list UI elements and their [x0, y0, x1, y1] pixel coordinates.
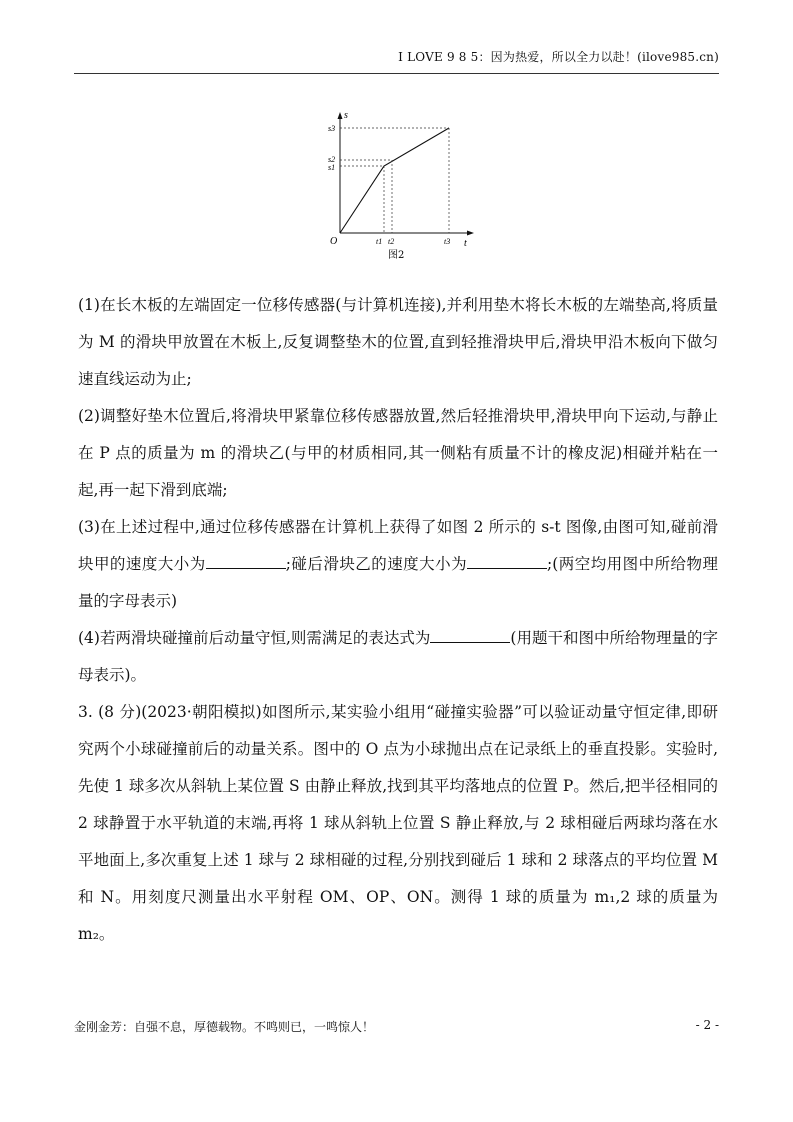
paragraph-2: (2)调整好垫木位置后,将滑块甲紧靠位移传感器放置,然后轻推滑块甲,滑块甲向下运动,与静止在 P 点的质量为 m 的滑块乙(与甲的材质相同,其一侧粘有质量不计的橡皮泥)相碰并粘在一起,再一起下滑到底端;	[78, 407, 718, 499]
paragraph-4-part-b: (用题干和图中所给物理量的字母表示)。	[78, 629, 718, 684]
paragraph-3-part-c: ;(两空均用图中所给物理量的字母表示)	[78, 555, 718, 610]
page-header: I LOVE 9 8 5：因为热爱，所以全力以赴！(ilove985.cn)	[398, 50, 719, 64]
paragraph-1: (1)在长木板的左端固定一位移传感器(与计算机连接),并利用垫木将长木板的左端垫高,将质量为 M 的滑块甲放置在木板上,反复调整垫木的位置,直到轻推滑块甲后,滑块甲沿木板向下做匀速直线运动为止;	[78, 296, 718, 388]
answer-blank-1[interactable]	[206, 552, 286, 569]
tick-label-s1: s1	[328, 163, 336, 172]
s-t-graph	[318, 108, 478, 268]
tick-label-t3: t3	[444, 237, 451, 246]
paragraph-4-part-a: (4)若两滑块碰撞前后动量守恒,则需满足的表达式为	[78, 629, 431, 647]
tick-label-s3: s3	[328, 124, 336, 133]
paragraph-3	[78, 509, 718, 620]
axis-label-s: s	[344, 110, 348, 121]
answer-blank-2[interactable]	[467, 552, 547, 569]
tick-label-s2: s2	[328, 155, 336, 164]
paragraph-3-part-a: (3)在上述过程中,通过位移传感器在计算机上获得了如图 2 所示的 s-t 图像,由图可知,碰前滑块甲的速度大小为	[78, 518, 718, 573]
tick-label-t1: t1	[376, 237, 383, 246]
axis-label-t: t	[464, 238, 467, 249]
origin-label: O	[330, 236, 338, 247]
paragraph-3-part-b: ;碰后滑块乙的速度大小为	[285, 555, 468, 573]
body-content	[78, 287, 718, 953]
graph-line	[340, 128, 449, 233]
figure-caption: 图2	[388, 250, 405, 261]
s-t-graph-figure	[318, 108, 478, 268]
footer-motto: 金刚金芳：自强不息，厚德载物。不鸣则已，一鸣惊人！	[74, 1020, 375, 1034]
header-divider	[74, 73, 719, 74]
paragraph-4	[78, 620, 718, 694]
answer-blank-3[interactable]	[430, 626, 510, 643]
y-axis-arrow	[338, 112, 343, 119]
page-number: - 2 -	[695, 1018, 719, 1032]
tick-label-t2: t2	[388, 237, 395, 246]
x-axis-arrow	[467, 231, 474, 236]
paragraph-question-3: 3. (8 分)(2023·朝阳模拟)如图所示,某实验小组用“碰撞实验器”可以验证动量守恒定律,即研究两个小球碰撞前后的动量关系。图中的 O 点为小球抛出点在记录纸上的垂直投影。实验时,先使 1 球多次从斜轨上某位置 S 由静止释放,找到其平均落地点的位置 P。然后,把半径相同的 2 球静置于水平轨道的末端,再将 1 球从斜轨上位置 S 静止释放,与 2 球相碰后两球均落在水平地面上,多次重复上述 1 球与 2 球相碰的过程,分别找到碰后 1 球和 2 球落点的平均位置 M 和 N。用刻度尺测量出水平射程 OM、OP、ON。测得 1 球的质量为 m₁,2 球的质量为 m₂。	[78, 703, 718, 943]
